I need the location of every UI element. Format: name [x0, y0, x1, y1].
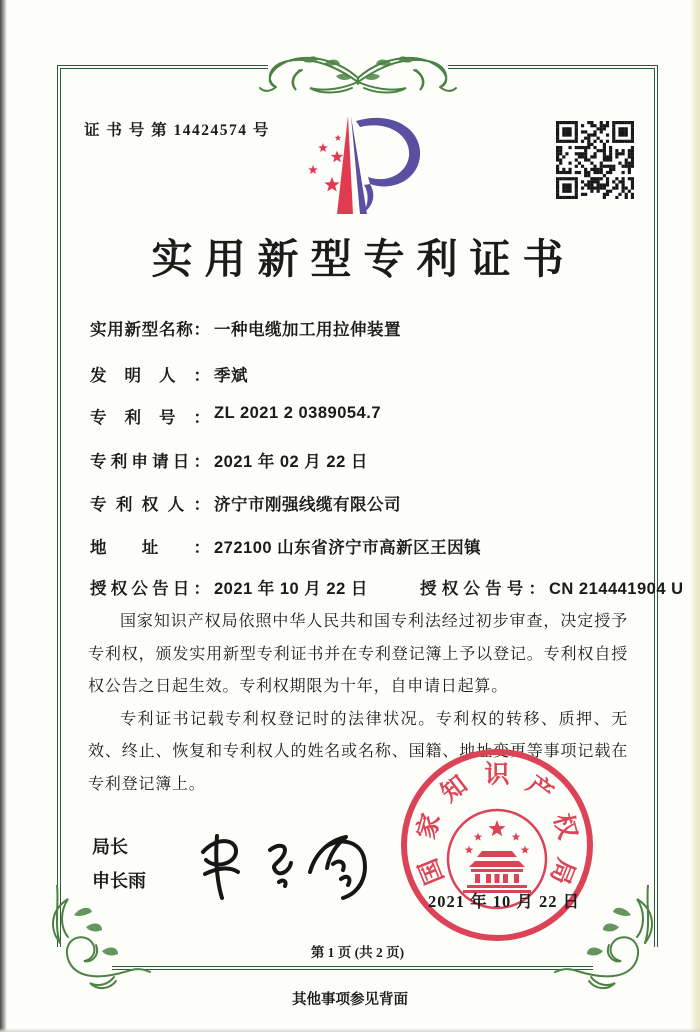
svg-text:知: 知 [436, 770, 473, 808]
field-row-grant [90, 575, 684, 599]
scan-edge-left [0, 0, 7, 1032]
seal-date: 2021 年 10 月 22 日 [428, 892, 581, 911]
field-label: 专利申请日： [90, 453, 210, 471]
field-row-patent-number [90, 404, 630, 428]
field-row-name [90, 316, 630, 340]
field-value: ZL 2021 2 0389054.7 [214, 404, 381, 422]
svg-text:权: 权 [548, 810, 581, 843]
field-row-patentee [90, 491, 630, 515]
field-label: 授权公告号： [420, 580, 545, 598]
svg-text:产: 产 [521, 770, 558, 808]
cnipa-logo-icon [284, 114, 432, 218]
field-label: 地址： [90, 539, 210, 557]
back-note: 其他事项参见背面 [292, 992, 408, 1008]
official-seal-icon [392, 740, 602, 950]
field-row-inventor [90, 362, 630, 386]
handwritten-signature-icon [175, 808, 385, 908]
svg-text:局: 局 [544, 854, 580, 888]
field-value: 272100 山东省济宁市高新区王因镇 [214, 539, 482, 557]
certificate-number: 证 书 号 第 14424574 号 [84, 122, 270, 139]
field-label: 授权公告日： [90, 580, 210, 598]
director-name-label: 申长雨 [92, 871, 146, 891]
field-label: 发明人： [90, 367, 210, 385]
qr-code-icon [556, 121, 634, 199]
field-value: 一种电缆加工用拉伸装置 [214, 321, 401, 339]
page-number: 第 1 页 (共 2 页) [310, 945, 405, 960]
scan-edge-right [690, 0, 700, 1032]
svg-text:识: 识 [484, 761, 510, 789]
certificate-title: 实用新型专利证书 [151, 236, 576, 282]
field-row-filing-date [90, 448, 630, 472]
body-paragraph: 专利证书记载专利权登记时的法律状况。专利权的转移、质押、无效、终止、恢复和专利权人的姓名或名称、国籍、地址变更等事项记载在专利登记簿上。 [88, 710, 628, 793]
field-label: 专利号： [90, 409, 210, 427]
svg-text:国: 国 [414, 854, 450, 888]
field-value: CN 214441904 U [549, 580, 684, 598]
body-paragraph: 国家知识产权局依照中华人民共和国专利法经过初步审查，决定授予专利权，颁发实用新型专利证书并在专利登记簿上予以登记。专利权自授权公告之日起生效。专利权期限为十年，自申请日起算。 [88, 613, 628, 695]
field-value: 2021 年 02 月 22 日 [214, 453, 368, 471]
garland-ornament-icon [240, 36, 476, 100]
director-title-label: 局长 [92, 837, 128, 857]
field-value: 济宁市刚强线缆有限公司 [214, 496, 401, 514]
field-label: 实用新型名称： [90, 321, 210, 339]
field-row-address [90, 534, 630, 558]
svg-text:家: 家 [413, 810, 446, 843]
scan-edge-bottom [0, 1028, 700, 1032]
field-value: 季斌 [214, 367, 248, 385]
field-value: 2021 年 10 月 22 日 [214, 580, 368, 598]
field-label: 专利权人： [90, 496, 210, 514]
